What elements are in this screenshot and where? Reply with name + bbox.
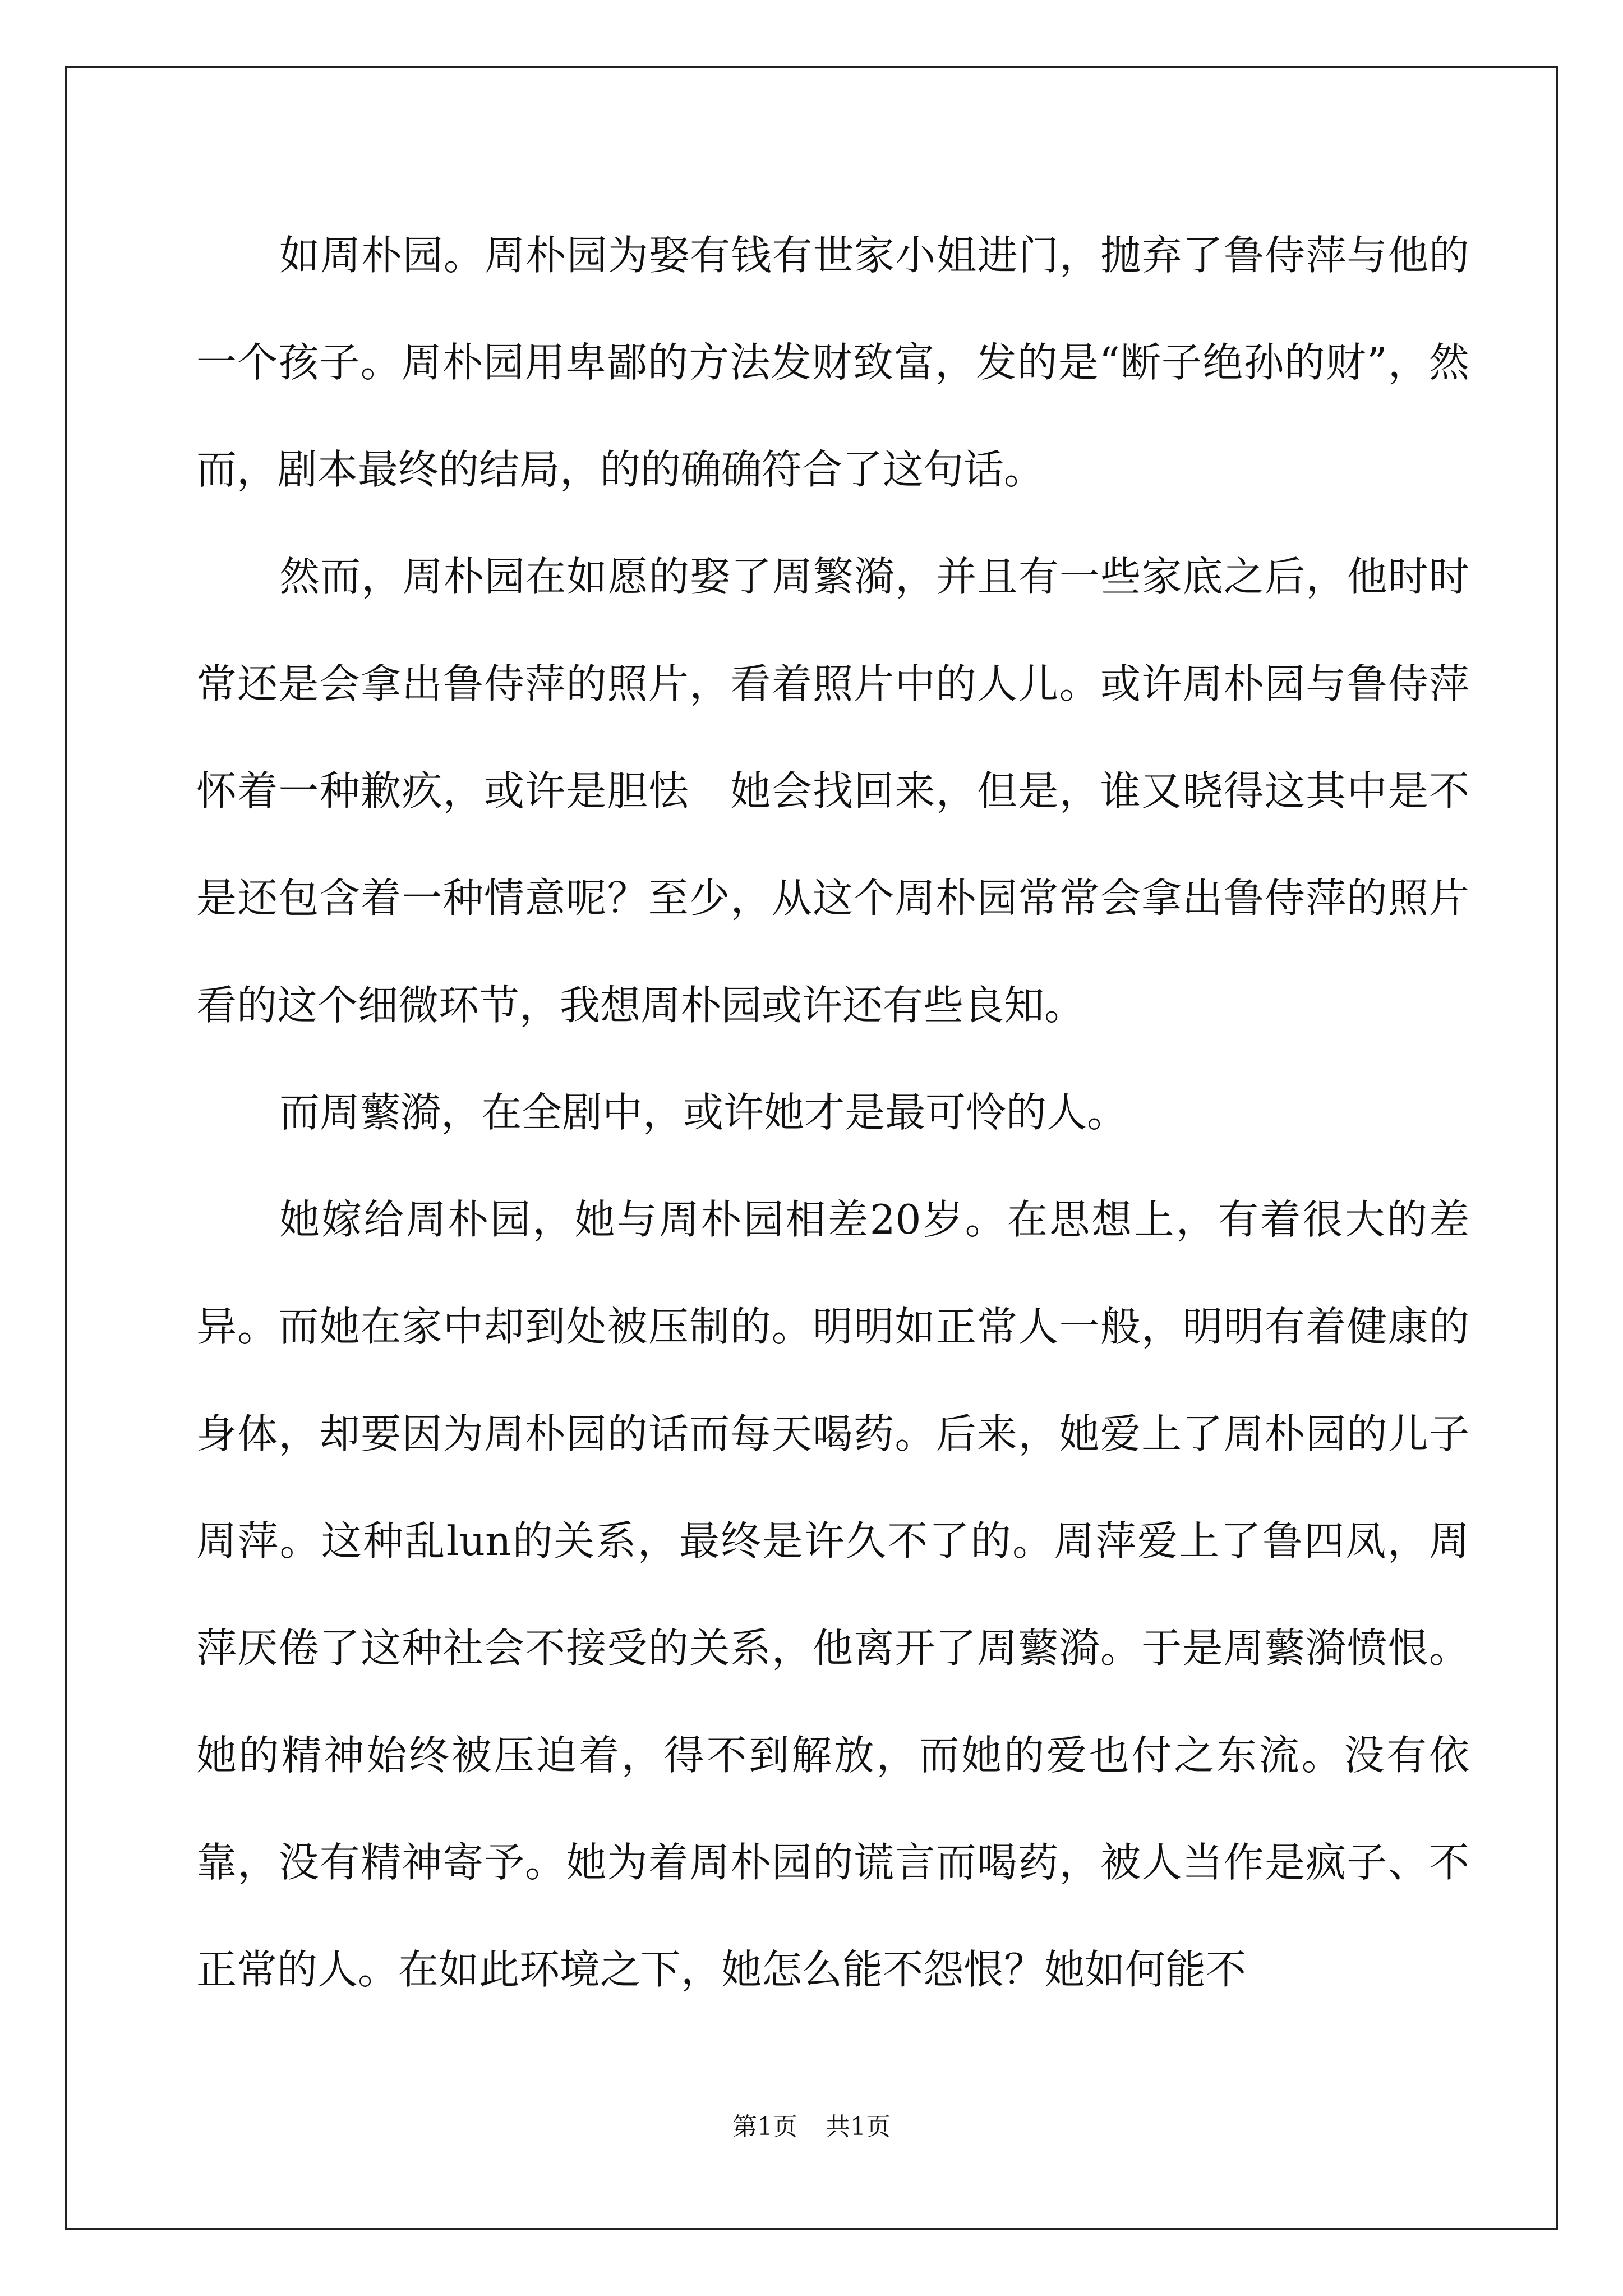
- paragraph: 而周蘩漪，在全剧中，或许她才是最可怜的人。: [279, 1089, 1128, 1136]
- paragraph: 然而，周朴园在如愿的娶了周繁漪，并且有一些家底之后，他时时常还是会拿出鲁侍萍的照片，看着照片中的人儿。或许周朴园与鲁侍萍怀着一种歉疚，或许是胆怯 她会找回来，但是，谁又晓得这其中是不是还包含着一种情意呢？至少，从这个周朴园常常会拿出鲁侍萍的照片看的这个细微环节，我想周朴园或许还有些良知。: [196, 553, 1469, 1029]
- paragraph: 如周朴园。周朴园为娶有钱有世家小姐进门，抛弃了鲁侍萍与他的一个孩子。周朴园用卑鄙的方法发财致富，发的是“断子绝孙的财”，然而，剧本最终的结局，的的确确符合了这句话。: [196, 232, 1469, 493]
- paragraph: 她嫁给周朴园，她与周朴园相差20岁。在思想上，有着很大的差异。而她在家中却到处被压制的。明明如正常人一般，明明有着健康的身体，却要因为周朴园的话而每天喝药。后来，她爱上了周朴园的儿子周萍。这种乱lun的关系，最终是许久不了的。周萍爱上了鲁四凤，周萍厌倦了这种社会不接受的关系，他离开了周蘩漪。于是周蘩漪愤恨。她的精神始终被压迫着，得不到解放，而她的爱也付之东流。没有依靠，没有精神寄予。她为着周朴园的谎言而喝药，被人当作是疯子、不正常的人。在如此环境之下，她怎么能不怨恨？她如何能不: [196, 1196, 1469, 1993]
- page-footer: [0, 2110, 1623, 2144]
- document-body: [196, 202, 1469, 2023]
- page-number: 第1页: [732, 2113, 797, 2141]
- page-count: 共1页: [826, 2113, 891, 2141]
